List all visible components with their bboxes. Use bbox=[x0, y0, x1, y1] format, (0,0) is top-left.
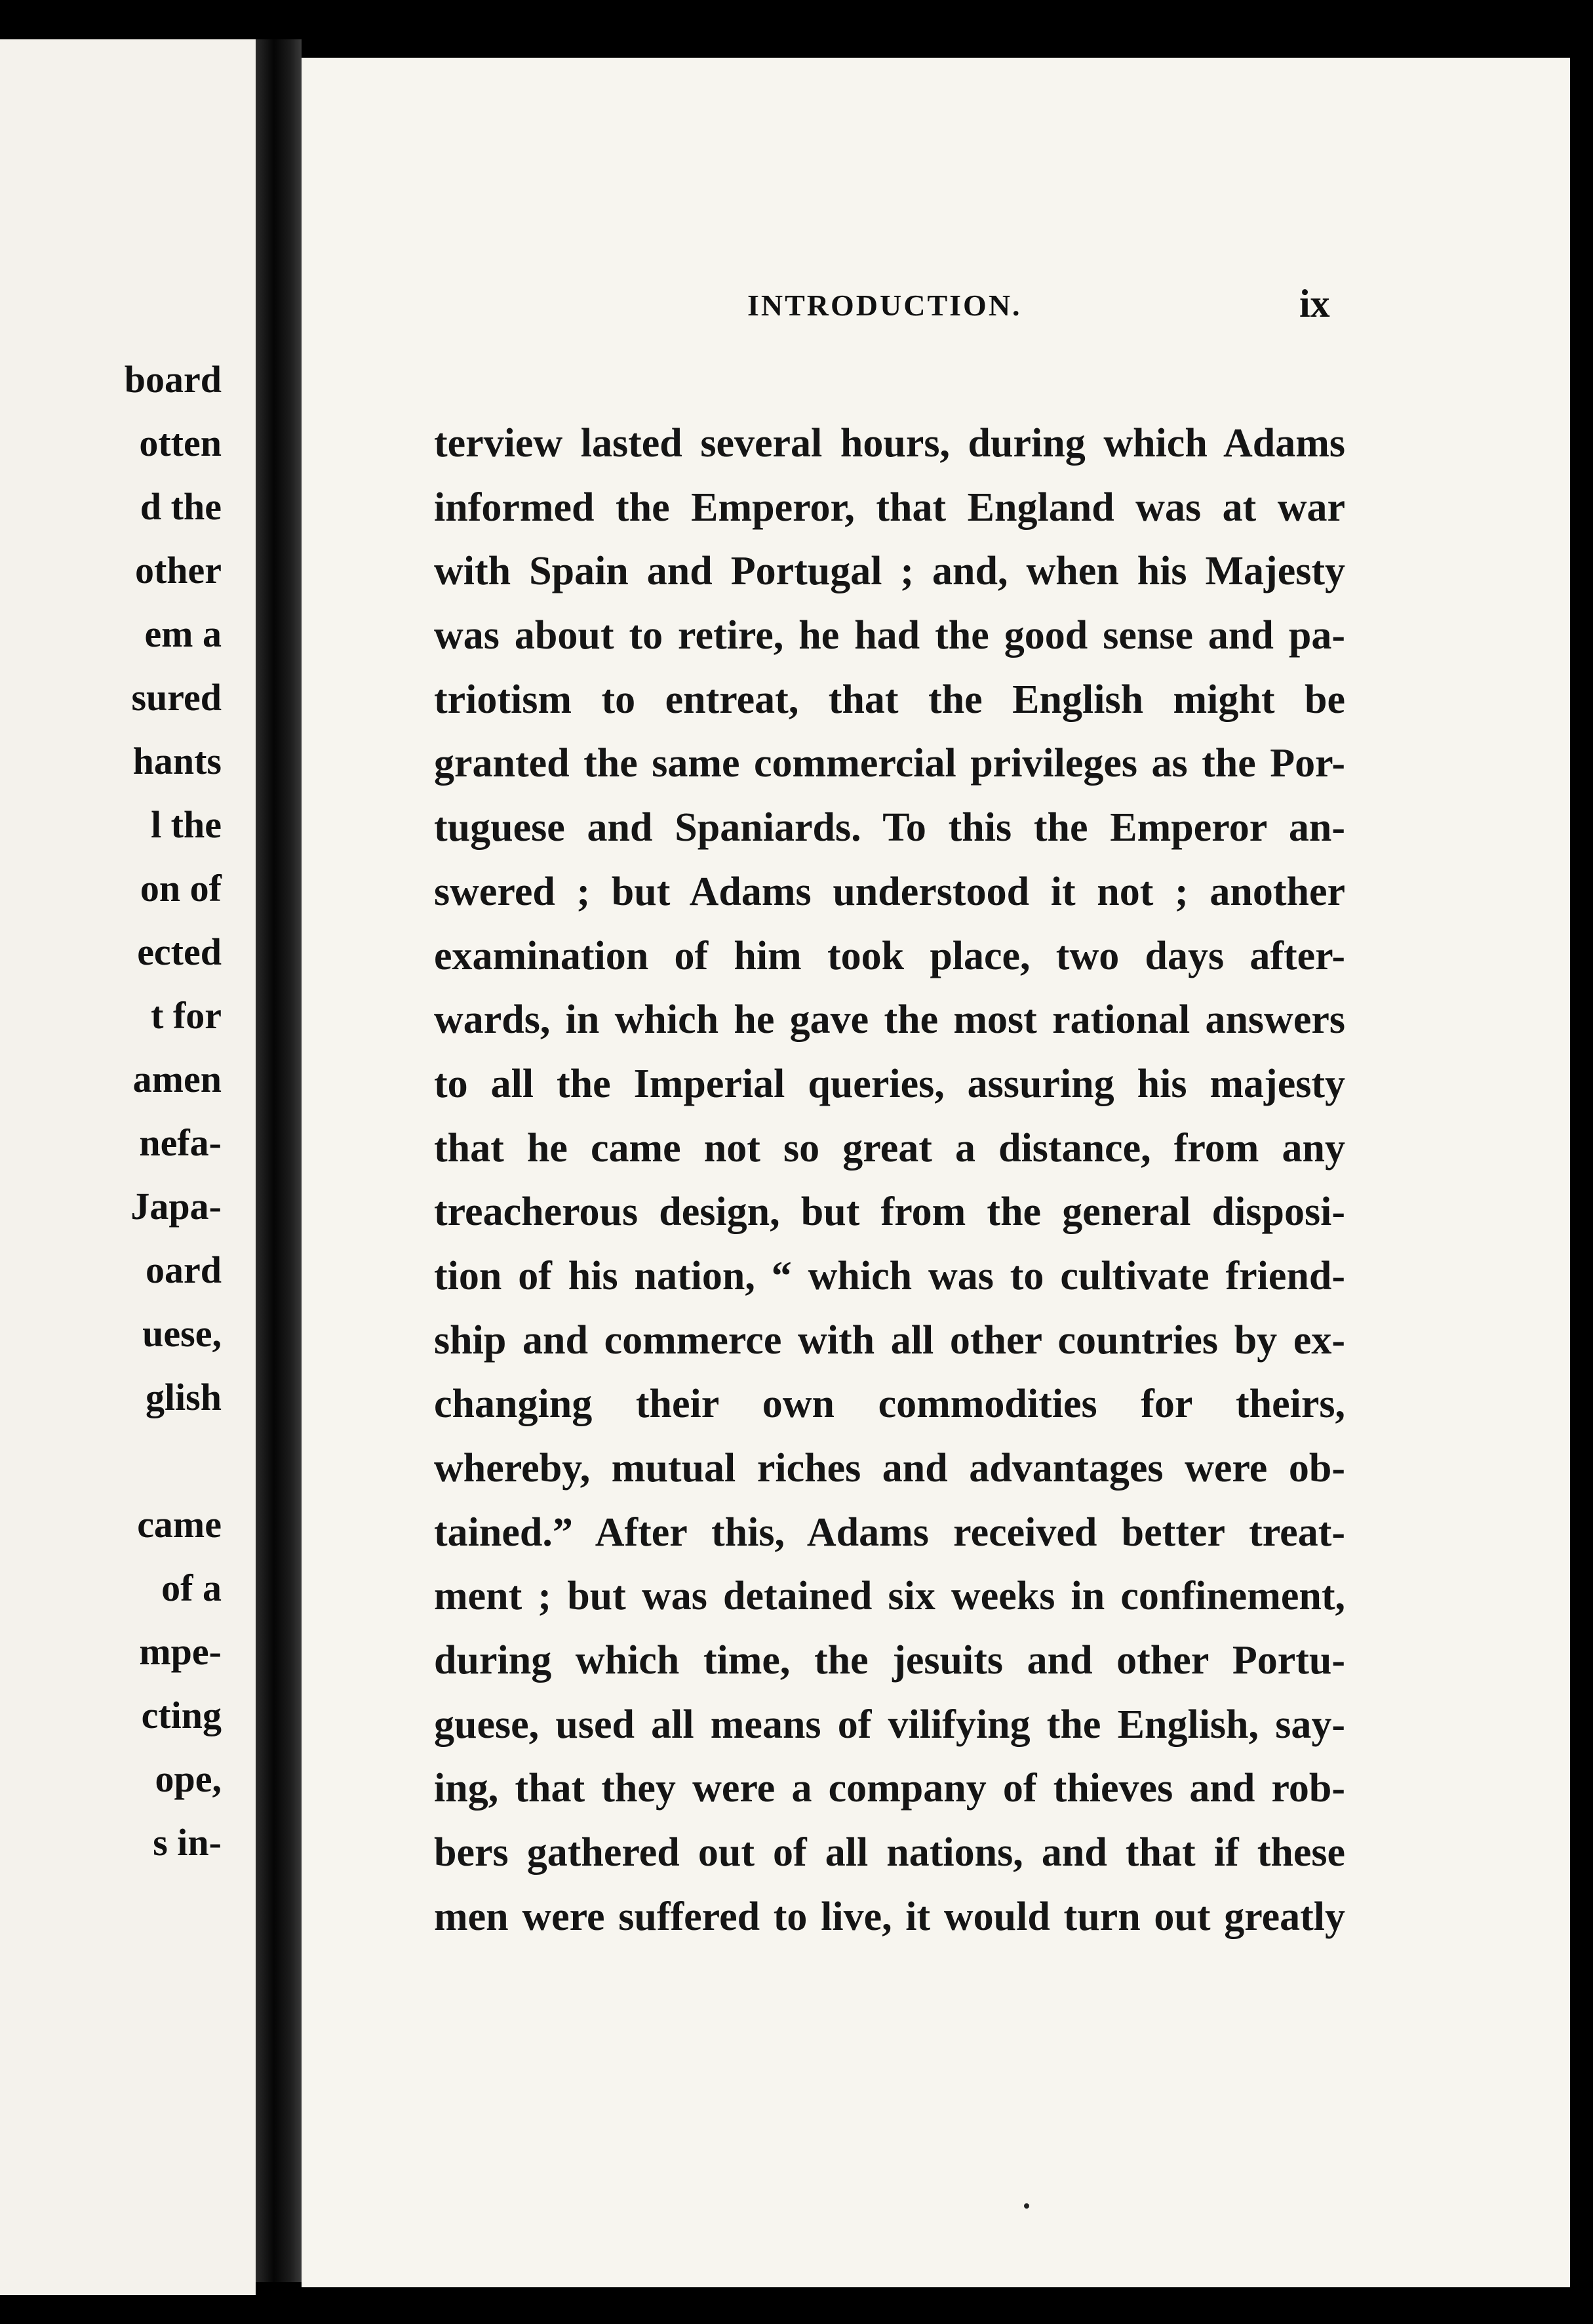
left-page-line: hants bbox=[132, 740, 222, 782]
left-page-line: came bbox=[137, 1503, 222, 1546]
left-page-line: uese, bbox=[142, 1312, 222, 1355]
page-number: ix bbox=[1299, 282, 1330, 325]
left-page-line: mpe- bbox=[139, 1630, 222, 1673]
text-line: tuguese and Spaniards. To this the Emperor an- bbox=[434, 805, 1345, 851]
body-text bbox=[434, 412, 1345, 1950]
left-page-line: s in- bbox=[153, 1821, 222, 1864]
left-page-line: oard bbox=[146, 1249, 222, 1291]
text-line: terview lasted several hours, during which Adams bbox=[434, 421, 1345, 466]
text-line: tained.” After this, Adams received better treat- bbox=[434, 1510, 1345, 1555]
text-line: with Spain and Portugal ; and, when his Majesty bbox=[434, 549, 1345, 594]
text-line: bers gathered out of all nations, and that if these bbox=[434, 1830, 1345, 1875]
text-line: swered ; but Adams understood it not ; another bbox=[434, 869, 1345, 914]
text-line: ship and commerce with all other countries by ex- bbox=[434, 1317, 1345, 1363]
left-page-line: amen bbox=[132, 1058, 222, 1100]
left-page-line: nefa- bbox=[139, 1121, 222, 1164]
left-page-line: otten bbox=[139, 422, 222, 464]
left-page-line: ope, bbox=[155, 1757, 222, 1800]
left-page-line: ected bbox=[137, 931, 222, 973]
left-page-line: board bbox=[124, 358, 222, 401]
left-page-line: em a bbox=[144, 612, 222, 655]
text-line: changing their own commodities for theirs, bbox=[434, 1382, 1345, 1427]
left-page-line: l the bbox=[151, 803, 222, 846]
text-line: that he came not so great a distance, from any bbox=[434, 1125, 1345, 1171]
running-head: INTRODUCTION. bbox=[747, 289, 1022, 322]
left-page-line: t for bbox=[151, 994, 222, 1037]
previous-page-fragment bbox=[0, 39, 256, 2295]
left-page-line: of a bbox=[161, 1567, 222, 1609]
text-line: whereby, mutual riches and advantages were ob- bbox=[434, 1446, 1345, 1491]
left-page-line: d the bbox=[140, 485, 222, 528]
text-line: ment ; but was detained six weeks in confinement, bbox=[434, 1574, 1345, 1619]
text-line: triotism to entreat, that the English might be bbox=[434, 677, 1345, 722]
text-line: granted the same commercial privileges as the Por- bbox=[434, 741, 1345, 786]
left-page-line: Japa- bbox=[130, 1185, 222, 1228]
text-line: examination of him took place, two days after- bbox=[434, 933, 1345, 978]
current-page bbox=[302, 58, 1570, 2287]
text-line: informed the Emperor, that England was at war bbox=[434, 485, 1345, 530]
text-line: to all the Imperial queries, assuring his majesty bbox=[434, 1061, 1345, 1106]
text-line: treacherous design, but from the general disposi- bbox=[434, 1190, 1345, 1235]
left-page-line: other bbox=[134, 549, 222, 591]
text-line: guese, used all means of vilifying the English, say- bbox=[434, 1702, 1345, 1747]
book-gutter bbox=[256, 39, 302, 2282]
left-page-line: glish bbox=[145, 1376, 222, 1418]
ink-speck bbox=[1024, 2203, 1029, 2209]
left-page-line: on of bbox=[140, 867, 222, 910]
text-line: during which time, the jesuits and other Portu- bbox=[434, 1638, 1345, 1683]
left-page-line: sured bbox=[131, 676, 222, 719]
text-line: was about to retire, he had the good sense and pa- bbox=[434, 613, 1345, 658]
text-line: ing, that they were a company of thieves and rob- bbox=[434, 1766, 1345, 1811]
text-line: wards, in which he gave the most rational answers bbox=[434, 997, 1345, 1043]
left-page-line: cting bbox=[141, 1694, 222, 1736]
text-line: men were suffered to live, it would turn out greatly bbox=[434, 1894, 1345, 1939]
text-line: tion of his nation, “ which was to cultivate friend- bbox=[434, 1253, 1345, 1298]
